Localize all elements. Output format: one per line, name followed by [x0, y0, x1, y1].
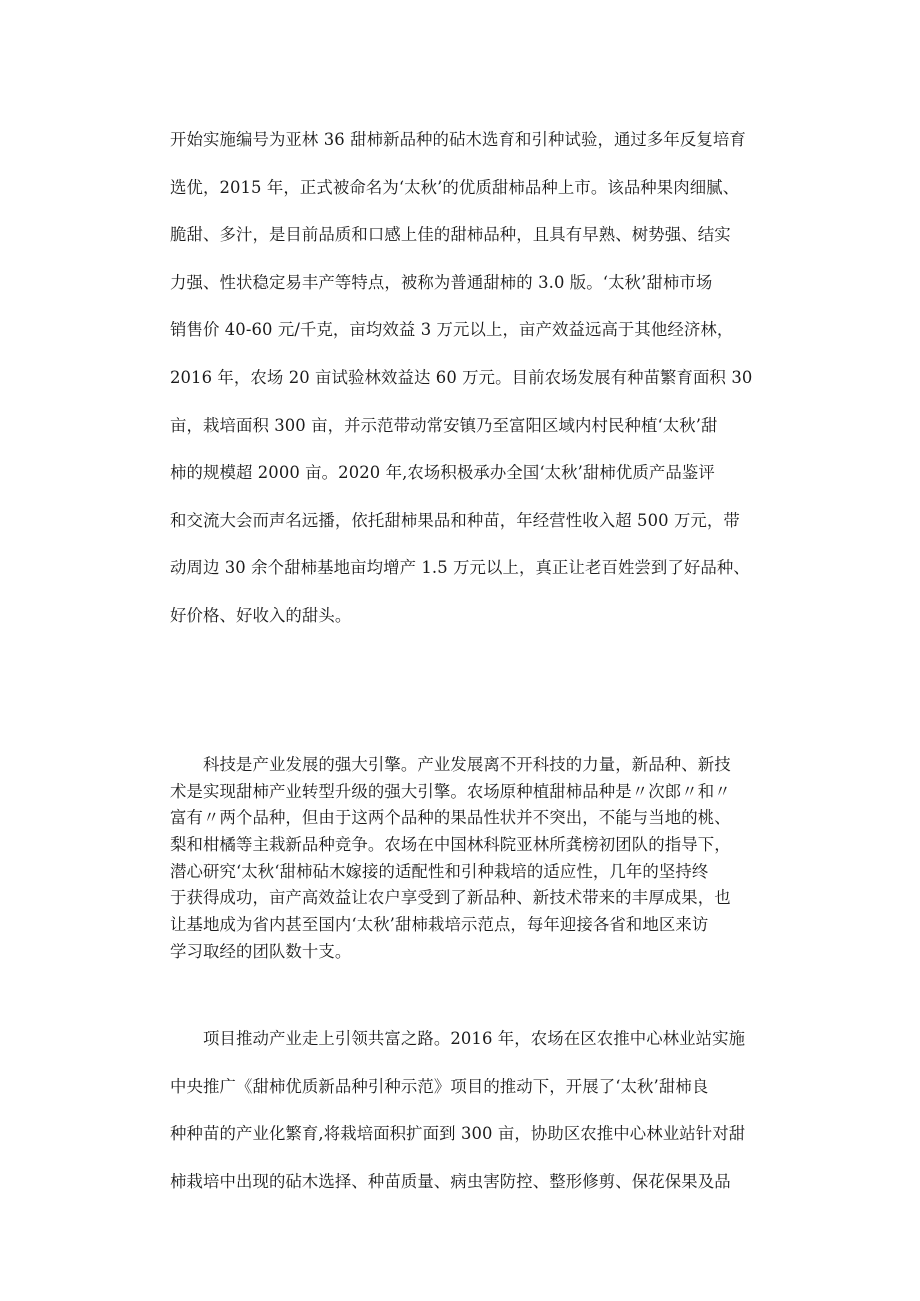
- text-line: 亩，栽培面积 300 亩，并示范带动常安镇乃至富阳区域内村民种植‘太秋’甜: [170, 415, 718, 435]
- paragraph-technology-engine: [170, 752, 762, 966]
- text-line: 柿栽培中出现的砧木选择、种苗质量、病虫害防控、整形修剪、保花保果及品: [170, 1171, 731, 1191]
- text-line: 开始实施编号为亚林 36 甜柿新品种的砧木选育和引种试验，通过多年反复培育: [170, 130, 746, 149]
- text-line: 中央推广《甜柿优质新品种引种示范》项目的推动下，开展了‘太秋’甜柿良: [170, 1076, 709, 1096]
- text-line: 让基地成为省内甚至国内‘太秋’甜柿栽培示范点，每年迎接各省和地区来访: [170, 915, 709, 935]
- text-line: 动周边 30 余个甜柿基地亩均增产 1.5 万元以上，真正让老百姓尝到了好品种、: [170, 558, 750, 578]
- paragraph-taiqiu-variety: [170, 126, 762, 650]
- text-line: 潜心研究‘太秋‘甜柿砧木嫁接的适配性和引种栽培的适应性，几年的坚持终: [170, 861, 709, 881]
- text-line: 术是实现甜柿产业转型升级的强大引擎。农场原种植甜柿品种是〃次郎〃和〃: [170, 781, 731, 801]
- text-line: 富有〃两个品种，但由于这两个品种的果品性状并不突出，不能与当地的桃、: [170, 808, 731, 828]
- text-line: 脆甜、多汁，是目前品质和口感上佳的甜柿品种，且具有早熟、树势强、结实: [170, 225, 731, 245]
- text-line: 学习取经的团队数十支。: [170, 941, 352, 961]
- text-line: 柿的规模超 2000 亩。2020 年,农场积极承办全国‘太秋’甜柿优质产品鉴评: [170, 463, 715, 483]
- text-line: 项目推动产业走上引领共富之路。2016 年，农场在区农推中心林业站实施: [203, 1029, 746, 1048]
- text-line: 梨和柑橘等主栽新品种竞争。农场在中国林科院亚林所龚榜初团队的指导下，: [170, 835, 731, 855]
- text-line: 选优，2015 年，正式被命名为‘太秋’的优质甜柿品种上市。该品种果肉细腻、: [170, 177, 740, 197]
- text-line: 2016 年，农场 20 亩试验林效益达 60 万元。目前农场发展有种苗繁育面积 30: [170, 367, 753, 387]
- paragraph-project-promotion: [170, 1025, 762, 1215]
- text-line: 力强、性状稳定易丰产等特点，被称为普通甜柿的 3.0 版。‘太秋’甜柿市场: [170, 272, 713, 292]
- text-line: 和交流大会而声名远播，依托甜柿果品和种苗，年经营性收入超 500 万元，带: [170, 510, 740, 530]
- text-line: 科技是产业发展的强大引擎。产业发展离不开科技的力量，新品种、新技: [203, 755, 731, 774]
- text-line: 好价格、好收入的甜头。: [170, 605, 352, 625]
- text-line: 销售价 40-60 元/千克，亩均效益 3 万元以上，亩产效益远高于其他经济林，: [170, 320, 734, 340]
- text-line: 于获得成功，亩产高效益让农户享受到了新品种、新技术带来的丰厚成果，也: [170, 888, 731, 908]
- text-line: 种种苗的产业化繁育,将栽培面积扩面到 300 亩，协助区农推中心林业站针对甜: [170, 1124, 746, 1143]
